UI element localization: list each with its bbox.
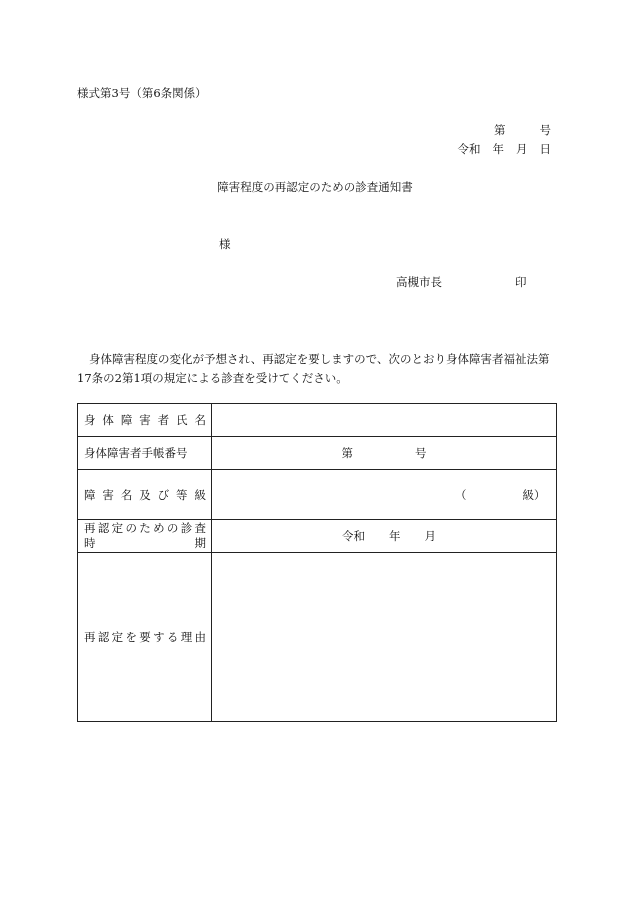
label-char: 障 xyxy=(120,413,133,427)
seal-mark: 印 xyxy=(515,275,527,289)
label-char: の xyxy=(166,521,179,535)
body-text-content: 身体障害程度の変化が予想され、再認定を要しますので、次のとおり身体障害者福祉法第17条の2第1項の規定による診査を受けてください。 xyxy=(77,352,550,385)
name-label-cell xyxy=(78,404,212,437)
document-number xyxy=(494,122,551,138)
doc-number-prefix: 第 xyxy=(494,123,506,137)
label-char: 名 xyxy=(120,487,133,502)
label-char: 者 xyxy=(157,413,170,427)
label-char: 名 xyxy=(194,413,206,427)
exam-time-label-line1 xyxy=(84,521,206,536)
exam-time-era: 令和 xyxy=(342,529,365,543)
doc-date-month: 月 xyxy=(516,142,528,156)
table-row-disability xyxy=(78,470,557,520)
exam-time-year: 年 xyxy=(389,529,401,543)
body-text xyxy=(77,350,557,388)
label-char: 定 xyxy=(111,630,124,644)
reason-label-cell xyxy=(78,553,212,722)
label-char: を xyxy=(125,630,137,644)
label-char: 定 xyxy=(111,521,124,535)
table-row-name xyxy=(78,404,557,437)
table-row-handbook xyxy=(78,437,557,470)
name-value-cell[interactable] xyxy=(212,404,557,437)
label-char: 氏 xyxy=(176,413,188,427)
document-title: 障害程度の再認定のための診査通知書 xyxy=(217,180,413,194)
handbook-value-cell[interactable] xyxy=(212,437,557,470)
exam-time-month: 月 xyxy=(424,529,436,543)
label-char: 害 xyxy=(139,413,151,427)
label-char: 認 xyxy=(97,630,110,644)
handbook-label-cell xyxy=(78,437,212,470)
label-char: の xyxy=(125,521,137,535)
label-char: た xyxy=(139,521,151,535)
label-char: 再 xyxy=(84,630,96,644)
doc-number-suffix: 号 xyxy=(539,123,551,137)
exam-time-value-cell[interactable] xyxy=(212,520,557,553)
doc-date-era: 令和 xyxy=(457,142,481,156)
label-char: る xyxy=(166,630,179,644)
doc-date-day: 日 xyxy=(539,142,551,156)
label-char: め xyxy=(153,521,165,535)
label-char: 体 xyxy=(102,413,114,427)
label-char: 等 xyxy=(176,487,188,502)
handbook-prefix: 第 xyxy=(341,446,353,460)
exam-time-label-2b: 期 xyxy=(194,536,206,550)
exam-time-label-line2 xyxy=(84,536,206,551)
label-char: 査 xyxy=(194,521,206,535)
name-label xyxy=(84,412,206,428)
reason-label xyxy=(84,629,206,645)
handbook-suffix: 号 xyxy=(415,446,427,460)
disability-close: 級） xyxy=(522,487,546,502)
disability-value-cell[interactable] xyxy=(212,470,557,520)
disability-open: （ xyxy=(455,487,467,502)
label-char: 身 xyxy=(84,413,96,427)
recipient-suffix: 様 xyxy=(219,237,231,251)
exam-time-label-cell xyxy=(78,520,212,553)
handbook-label: 身体障害者手帳番号 xyxy=(84,446,188,460)
disability-label xyxy=(84,487,206,503)
label-char: 障 xyxy=(84,487,96,502)
label-char: 及 xyxy=(139,487,151,502)
label-char: 害 xyxy=(102,487,114,502)
table-row-reason xyxy=(78,553,557,722)
disability-label-cell xyxy=(78,470,212,520)
label-char: す xyxy=(153,630,165,644)
form-label: 様式第3号（第6条関係） xyxy=(77,86,207,100)
table-row-exam-time xyxy=(78,520,557,553)
label-char: 級 xyxy=(194,487,206,502)
label-char: 再 xyxy=(84,521,96,535)
label-char: 由 xyxy=(194,630,206,644)
label-char: 理 xyxy=(180,630,193,644)
notice-table xyxy=(77,403,557,722)
label-char: 診 xyxy=(180,521,193,535)
doc-date-year: 年 xyxy=(492,142,504,156)
issuer-name: 高槻市長 xyxy=(396,275,442,289)
reason-value-cell[interactable] xyxy=(212,553,557,722)
label-char: 要 xyxy=(139,630,151,644)
label-char: 認 xyxy=(97,521,110,535)
label-char: び xyxy=(157,487,170,502)
document-date xyxy=(458,141,552,157)
exam-time-label-2a: 時 xyxy=(84,536,96,550)
